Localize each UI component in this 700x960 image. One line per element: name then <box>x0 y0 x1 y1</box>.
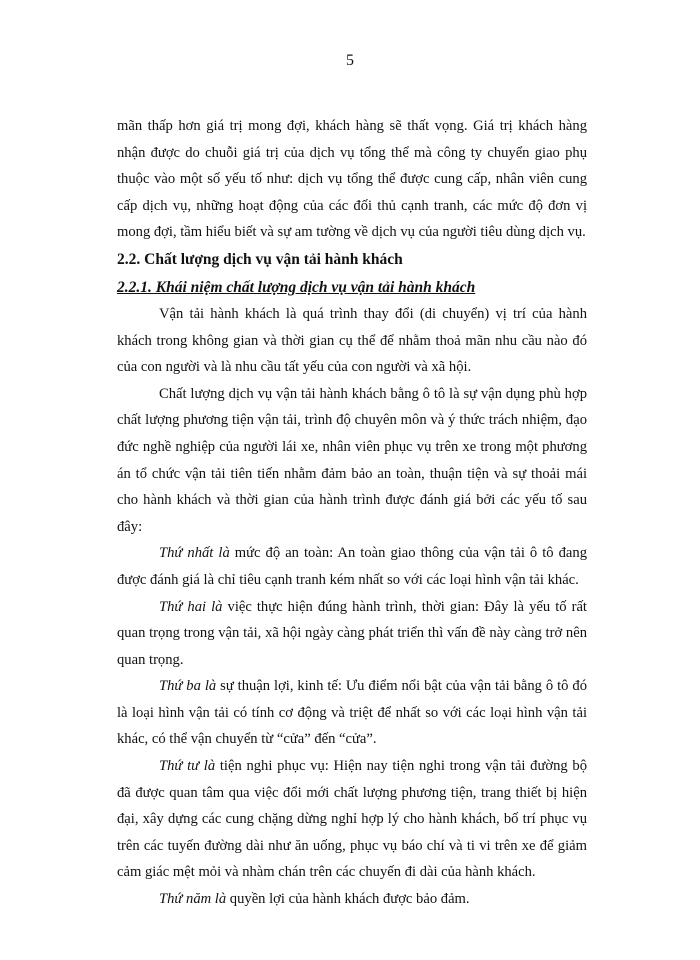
second-factor-lead: Thứ hai là <box>159 598 223 615</box>
paragraph-first-factor <box>117 540 587 593</box>
first-factor-lead: Thứ nhất là <box>159 545 230 562</box>
paragraph-fifth-factor <box>117 886 587 913</box>
first-factor-text: mức độ an toàn: An toàn giao thông của vận tải ô tô đang được đánh giá là chỉ tiêu cạnh tranh kém nhất so với các loại hình vận tải khác. <box>117 545 587 588</box>
page-number: 5 <box>346 52 354 69</box>
fourth-factor-text: tiện nghi phục vụ: Hiện nay tiện nghi trong vận tải đường bộ đã được quan tâm qua việc đổi mới chất lượng phương tiện, trang thiết bị hiện đại, xây dựng các cung chặng dừng nghỉ hợp lý cho hành khách, bố trí phục vụ trên các tuyến đường dài như ăn uống, phục vụ báo chí và ti vi trên xe để giảm cảm giác mệt mỏi và nhàm chán trên các chuyến đi dài của hành khách. <box>117 758 587 881</box>
paragraph-fourth-factor <box>117 753 587 886</box>
third-factor-text: sự thuận lợi, kinh tế: Ưu điểm nổi bật của vận tải bằng ô tô đó là loại hình vận tải có tính cơ động và triệt để nhất so với các loại hình vận tải khác, có thể vận chuyển từ “cửa” đến “cửa”. <box>117 678 587 748</box>
section-heading-2-2: 2.2. Chất lượng dịch vụ vận tải hành khách <box>117 250 403 268</box>
third-factor-lead: Thứ ba là <box>159 678 217 695</box>
fifth-factor-text: quyền lợi của hành khách được bảo đảm. <box>226 891 470 908</box>
page-content <box>117 113 587 913</box>
paragraph-quality: Chất lượng dịch vụ vận tải hành khách bằng ô tô là sự vận dụng phù hợp chất lượng phương tiện vận tải, trình độ chuyên môn và ý thức trách nhiệm, đạo đức nghề nghiệp của người lái xe, nhân viên phục vụ trên xe trong một phương án tổ chức vận tải tiên tiến nhằm đảm bảo an toàn, thuận tiện và sự thoải mái cho hành khách và thời gian của hành trình được đánh giá bởi các yếu tố sau đây: <box>117 385 587 535</box>
subsection-heading-2-2-1: 2.2.1. Khái niệm chất lượng dịch vụ vận tải hành khách <box>117 278 476 296</box>
fourth-factor-lead: Thứ tư là <box>159 758 216 775</box>
fifth-factor-lead: Thứ năm là <box>159 891 227 908</box>
second-factor-text: việc thực hiện đúng hành trình, thời gian: Đây là yếu tố rất quan trọng trong vận tải, xã hội ngày càng phát triển thì vấn đề này càng trở nên quan trọng. <box>117 598 587 668</box>
paragraph-second-factor <box>117 594 587 674</box>
paragraph-continuation: mãn thấp hơn giá trị mong đợi, khách hàng sẽ thất vọng. Giá trị khách hàng nhận được do chuỗi giá trị của dịch vụ tổng thể mà công ty chuyển giao phụ thuộc vào một số yếu tố như: dịch vụ tổng thể được cung cấp, nhân viên cung cấp dịch vụ, những hoạt động của các đối thủ cạnh tranh, các mức độ đơn vị mong đợi, tầm hiểu biết và sự am tường về dịch vụ của người tiêu dùng dịch vụ. <box>117 118 587 241</box>
paragraph-third-factor <box>117 673 587 753</box>
paragraph-definition: Vận tải hành khách là quá trình thay đổi (di chuyển) vị trí của hành khách trong không gian và thời gian cụ thể để nhằm thoả mãn nhu cầu nào đó của con người và là nhu cầu tất yếu của con người và xã hội. <box>117 305 587 376</box>
